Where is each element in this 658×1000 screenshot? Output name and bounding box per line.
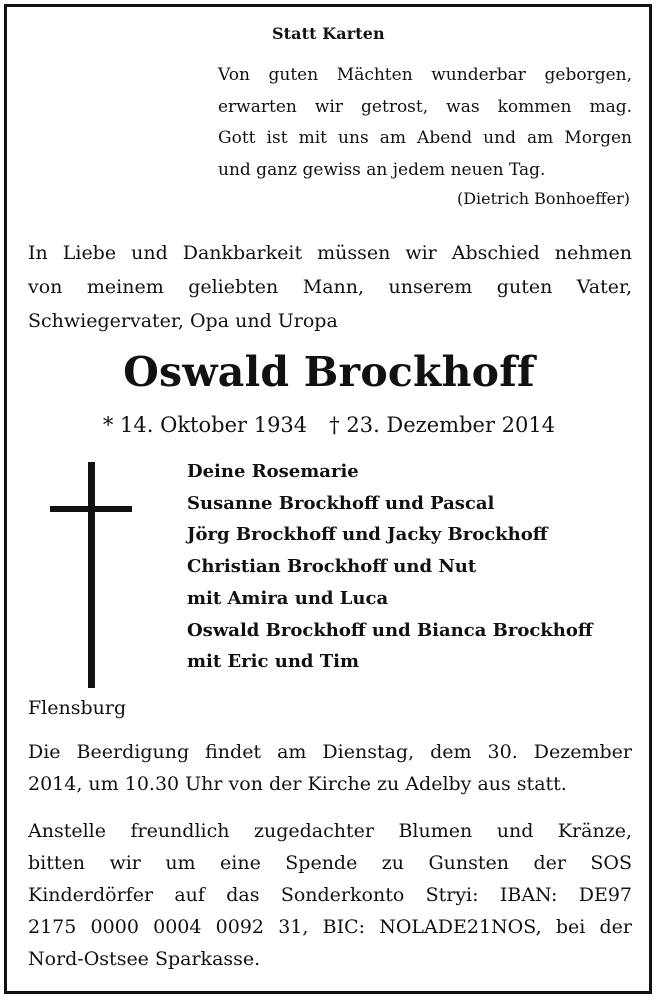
poem-line: erwarten wir getrost, was kommen mag. [218,96,632,117]
mourner: mit Amira und Luca [187,587,389,609]
poem-line: Gott ist mit uns am Abend und am Morgen [218,128,632,148]
donation-info [28,815,632,975]
mourner: Jörg Brockhoff und Jacky Brockhoff [187,524,548,546]
funeral-line: Die Beerdigung findet am Dienstag, dem 30. Dezember [28,741,632,763]
poem [218,60,632,186]
mourner: Susanne Brockhoff und Pascal [187,492,495,514]
intro-line: von meinem geliebten Mann, unserem guten Vater, [28,276,632,298]
funeral-info [28,736,632,800]
poem-attribution: (Dietrich Bonhoeffer) [456,189,630,208]
mourner: mit Eric und Tim [187,651,360,673]
donation-line: Kinderdörfer auf das Sonderkonto Stryi: IBAN: DE97 [28,884,632,906]
intro-line: Schwiegervater, Opa und Uropa [28,310,338,332]
donation-line: Anstelle freundlich zugedachter Blumen und Kränze, [28,820,632,842]
intro-line: In Liebe und Dankbarkeit müssen wir Abschied nehmen [28,242,632,264]
cross-icon [50,462,132,688]
donation-line: Nord-Ostsee Sparkasse. [28,948,261,970]
mourner: Deine Rosemarie [187,461,359,482]
mourner: Christian Brockhoff und Nut [187,556,477,578]
header-label: Statt Karten [272,24,385,43]
birth-date: * 14. Oktober 1934 [102,413,308,437]
mourner: Oswald Brockhoff und Bianca Brockhoff [187,619,593,641]
funeral-line: 2014, um 10.30 Uhr von der Kirche zu Adelby aus statt. [28,773,567,795]
donation-line: bitten wir um eine Spende zu Gunsten der SOS [28,852,632,874]
life-dates [0,413,658,437]
place: Flensburg [28,697,127,719]
poem-line: Von guten Mächten wunderbar geborgen, [218,65,632,85]
intro-text [28,236,632,338]
death-date: † 23. Dezember 2014 [329,413,556,437]
poem-line: und ganz gewiss an jedem neuen Tag. [218,159,546,180]
donation-line: 2175 0000 0004 0092 31, BIC: NOLADE21NOS, bei der [28,916,632,938]
deceased-name: Oswald Brockhoff [123,348,535,396]
mourners-list [187,456,593,678]
